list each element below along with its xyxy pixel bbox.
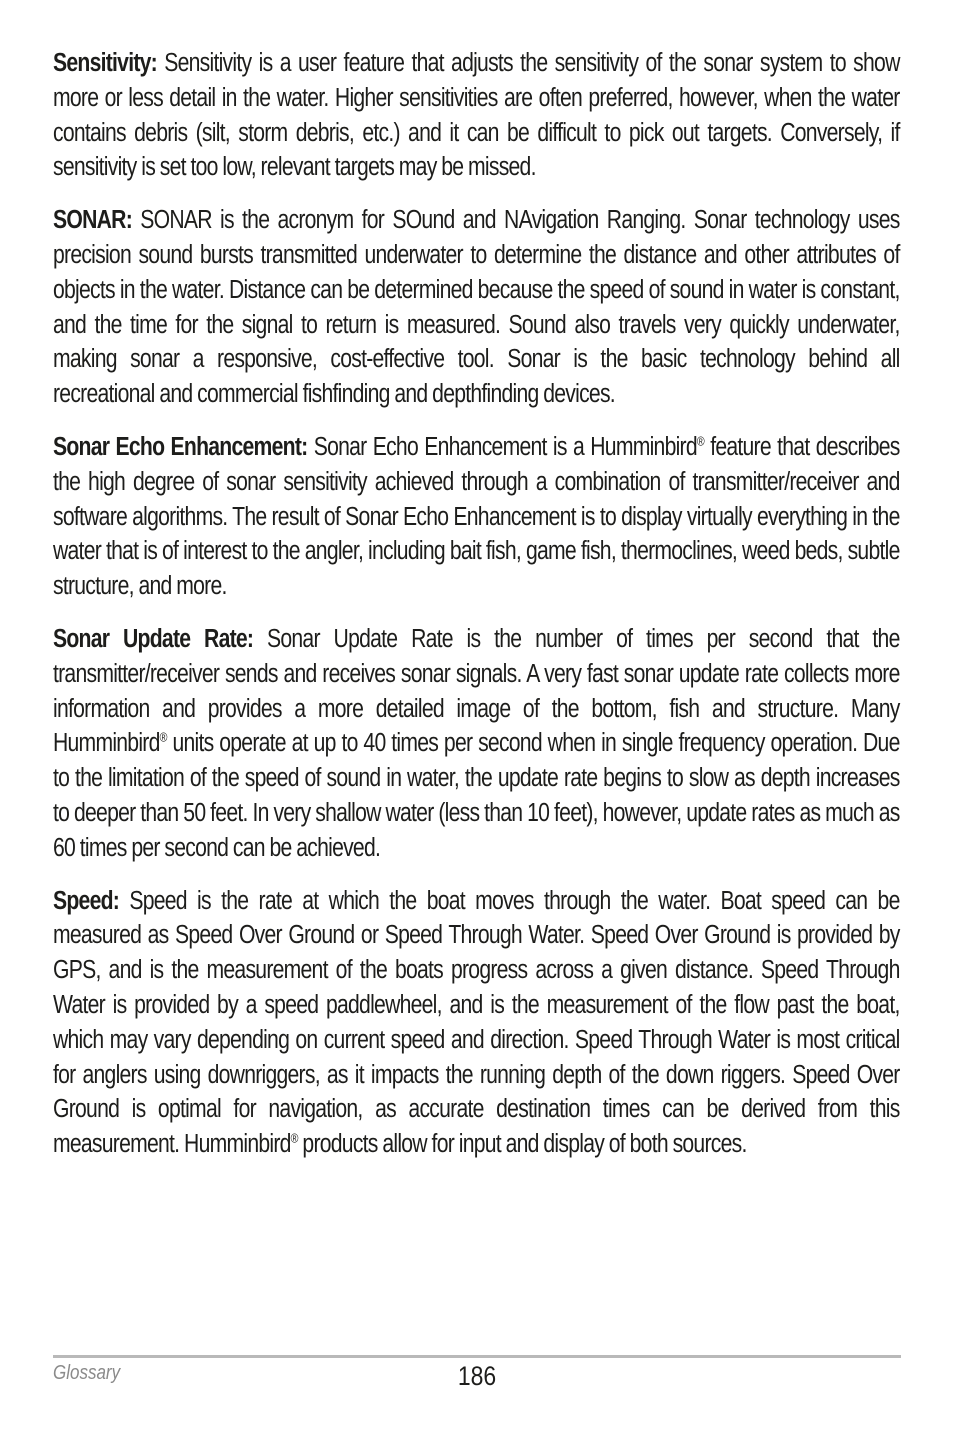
glossary-term: Sonar Update Rate: — [53, 624, 254, 653]
glossary-term: Sonar Echo Enhancement: — [53, 432, 308, 461]
glossary-entry-sonar-echo-enhancement — [53, 430, 900, 604]
glossary-entry-sonar-update-rate — [53, 622, 900, 866]
registered-mark: ® — [696, 433, 704, 449]
glossary-definition-continued: products allow for input and display of both sources. — [297, 1130, 747, 1159]
glossary-definition: Speed is the rate at which the boat moves through the water. Boat speed can be measured as Speed Over Ground or Speed Through Water. Speed Over Ground is provided by GPS, and is the measurement of the boats progress across a given distance. Speed Through Water is provided by a speed paddlewheel, and is the measurement of the flow past the boat, which may vary depending on current speed and direction. Speed Through Water is most critical for anglers using downriggers, as it impacts the running depth of the down riggers. Speed Over Ground is optimal for navigation, as accurate destination times can be derived from this measurement. Humminbird — [53, 886, 900, 1159]
glossary-definition: Sensitivity is a user feature that adjusts the sensitivity of the sonar system to show more or less detail in the water. Higher sensitivities are often preferred, however, when the water contains debris (silt, storm debris, etc.) and it can be difficult to pick out targets. Conversely, if sensitivity is set too low, relevant targets may be missed. — [53, 49, 900, 182]
page-number: 186 — [457, 1361, 497, 1391]
glossary-definition: SONAR is the acronym for SOund and NAvigation Ranging. Sonar technology uses precision sound bursts transmitted underwater to determine the distance and other attributes of objects in the water. Distance can be determined because the speed of sound in water is constant, and the time for the signal to return is measured. Sound also travels very quickly underwater, making sonar a responsive, cost-effective tool. Sonar is the basic technology behind all recreational and commercial fishfinding and depthfinding devices. — [53, 206, 900, 409]
glossary-entry-sonar — [53, 203, 900, 412]
registered-mark: ® — [290, 1130, 298, 1146]
glossary-entry-speed — [53, 884, 900, 1162]
glossary-term: Sensitivity: — [53, 49, 157, 77]
glossary-definition: Sonar Update Rate is the number of times per second that the transmitter/receiver sends and receives sonar signals. A very fast sonar update rate collects more information and provides a more detailed image of the bottom, fish and structure. Many Humminbird — [53, 624, 900, 758]
glossary-definition-continued: feature that describes the high degree of sonar sensitivity achieved through a combination of transmitter/receiver and software algorithms. The result of Sonar Echo Enhancement is to display virtually everything in the water that is of interest to the angler, including bait fish, game fish, thermoclines, weed beds, subtle structure, and more. — [53, 432, 900, 601]
glossary-page-body — [53, 46, 900, 1180]
footer-section-label: Glossary — [53, 1362, 121, 1384]
registered-mark: ® — [159, 729, 167, 745]
glossary-entry-sensitivity — [53, 46, 900, 185]
glossary-term: SONAR: — [53, 206, 133, 235]
glossary-definition-continued: units operate at up to 40 times per second when in single frequency operation. Due to the limitation of the speed of sound in water, the update rate begins to slow as depth increases to deeper than 50 feet. In very shallow water (less than 10 feet), however, update rates as much as 60 times per second can be achieved. — [53, 729, 900, 862]
glossary-term: Speed: — [53, 886, 120, 915]
footer-divider — [53, 1355, 901, 1358]
glossary-definition: Sonar Echo Enhancement is a Humminbird — [313, 432, 697, 461]
